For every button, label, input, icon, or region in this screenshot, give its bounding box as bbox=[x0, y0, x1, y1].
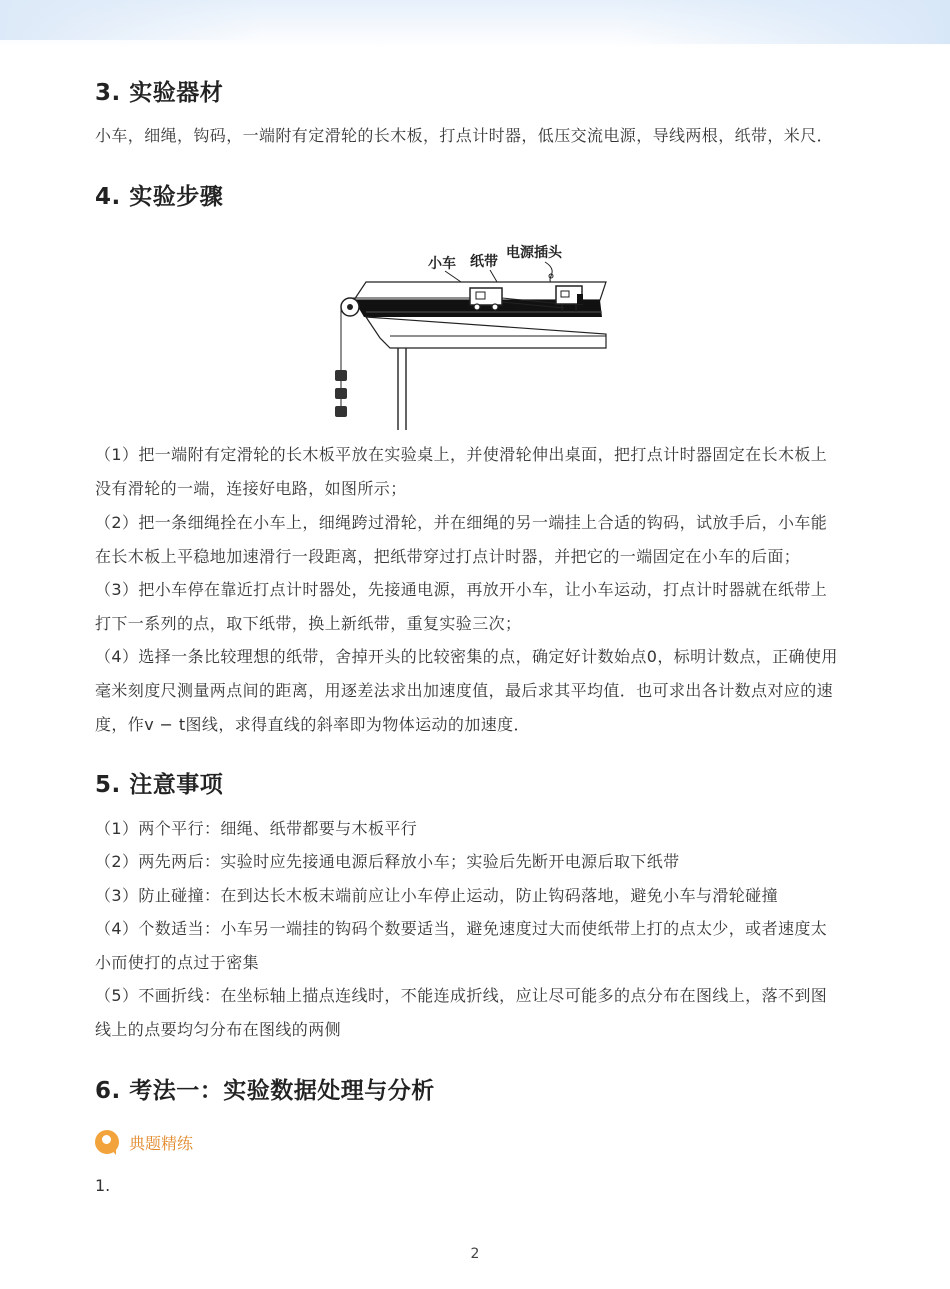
practice-label: 典题精练 bbox=[129, 1134, 194, 1153]
figure-label-car: 小车 bbox=[428, 256, 456, 272]
note-4-line-1: （4）个数适当：小车另一端挂的钩码个数要适当，避免速度过大而使纸带上打的点太少，或者速度太 bbox=[95, 919, 828, 938]
step-4-line-1: （4）选择一条比较理想的纸带，舍掉开头的比较密集的点，确定好计数始点0，标明计数点，正确使用 bbox=[95, 647, 838, 666]
figure-label-plug: 电源插头 bbox=[506, 245, 562, 261]
step-2 bbox=[95, 506, 855, 574]
question-number: 1. bbox=[95, 1176, 111, 1195]
note-2-line-1: （2）两先两后：实验时应先接通电源后释放小车；实验后先断开电源后取下纸带 bbox=[95, 852, 680, 871]
step-2-line-1: （2）把一条细绳拴在小车上，细绳跨过滑轮，并在细绳的另一端挂上合适的钩码，试放手后，小车能 bbox=[95, 513, 828, 532]
section-4-heading: 4. 实验步骤 bbox=[95, 184, 224, 210]
note-4 bbox=[95, 912, 855, 979]
step-1 bbox=[95, 438, 855, 506]
note-4-line-2: 小而使打的点过于密集 bbox=[95, 952, 260, 972]
section-5-heading: 5. 注意事项 bbox=[95, 772, 224, 798]
lightbulb-icon-tail bbox=[110, 1148, 116, 1155]
section-3-text: 小车，细绳，钩码，一端附有定滑轮的长木板，打点计时器，低压交流电源，导线两根，纸带，米尺． bbox=[95, 126, 834, 145]
step-4-line-2: 毫米刻度尺测量两点间的距离，用逐差法求出加速度值，最后求其平均值．也可求出各计数点对应的速 bbox=[95, 681, 834, 700]
section-3-heading: 3. 实验器材 bbox=[95, 80, 224, 106]
step-1-line-1: （1）把一端附有定滑轮的长木板平放在实验桌上，并使滑轮伸出桌面，把打点计时器固定在长木板上 bbox=[95, 445, 828, 464]
note-3 bbox=[95, 879, 855, 913]
page-number: 2 bbox=[470, 1246, 480, 1262]
page-header-band bbox=[0, 0, 950, 48]
figure-label-tape: 纸带 bbox=[470, 254, 498, 270]
step-3 bbox=[95, 573, 855, 641]
step-3-line-1: （3）把小车停在靠近打点计时器处，先接通电源，再放开小车，让小车运动，打点计时器就在纸带上 bbox=[95, 580, 828, 599]
note-3-line-1: （3）防止碰撞：在到达长木板末端前应让小车停止运动，防止钩码落地，避免小车与滑轮碰撞 bbox=[95, 886, 778, 905]
step-2-line-2: 在长木板上平稳地加速滑行一段距离，把纸带穿过打点计时器，并把它的一端固定在小车的后面； bbox=[95, 547, 801, 566]
step-3-line-2: 打下一系列的点，取下纸带，换上新纸带，重复实验三次； bbox=[95, 614, 522, 633]
note-1 bbox=[95, 812, 855, 846]
note-5-line-2: 线上的点要均匀分布在图线的两侧 bbox=[95, 1019, 342, 1039]
section-6-heading: 6. 考法一：实验数据处理与分析 bbox=[95, 1078, 435, 1104]
step-4-line-3: 度，作v − t图线，求得直线的斜率即为物体运动的加速度． bbox=[95, 715, 530, 734]
note-5-line-1: （5）不画折线：在坐标轴上描点连线时，不能连成折线，应让尽可能多的点分布在图线上，落不到图 bbox=[95, 986, 828, 1005]
experiment-apparatus-figure bbox=[330, 238, 615, 430]
note-2 bbox=[95, 845, 855, 879]
step-4 bbox=[95, 640, 855, 742]
step-1-line-2: 没有滑轮的一端，连接好电路，如图所示； bbox=[95, 479, 407, 498]
note-5 bbox=[95, 979, 855, 1046]
note-1-line-1: （1）两个平行：细绳、纸带都要与木板平行 bbox=[95, 819, 418, 838]
